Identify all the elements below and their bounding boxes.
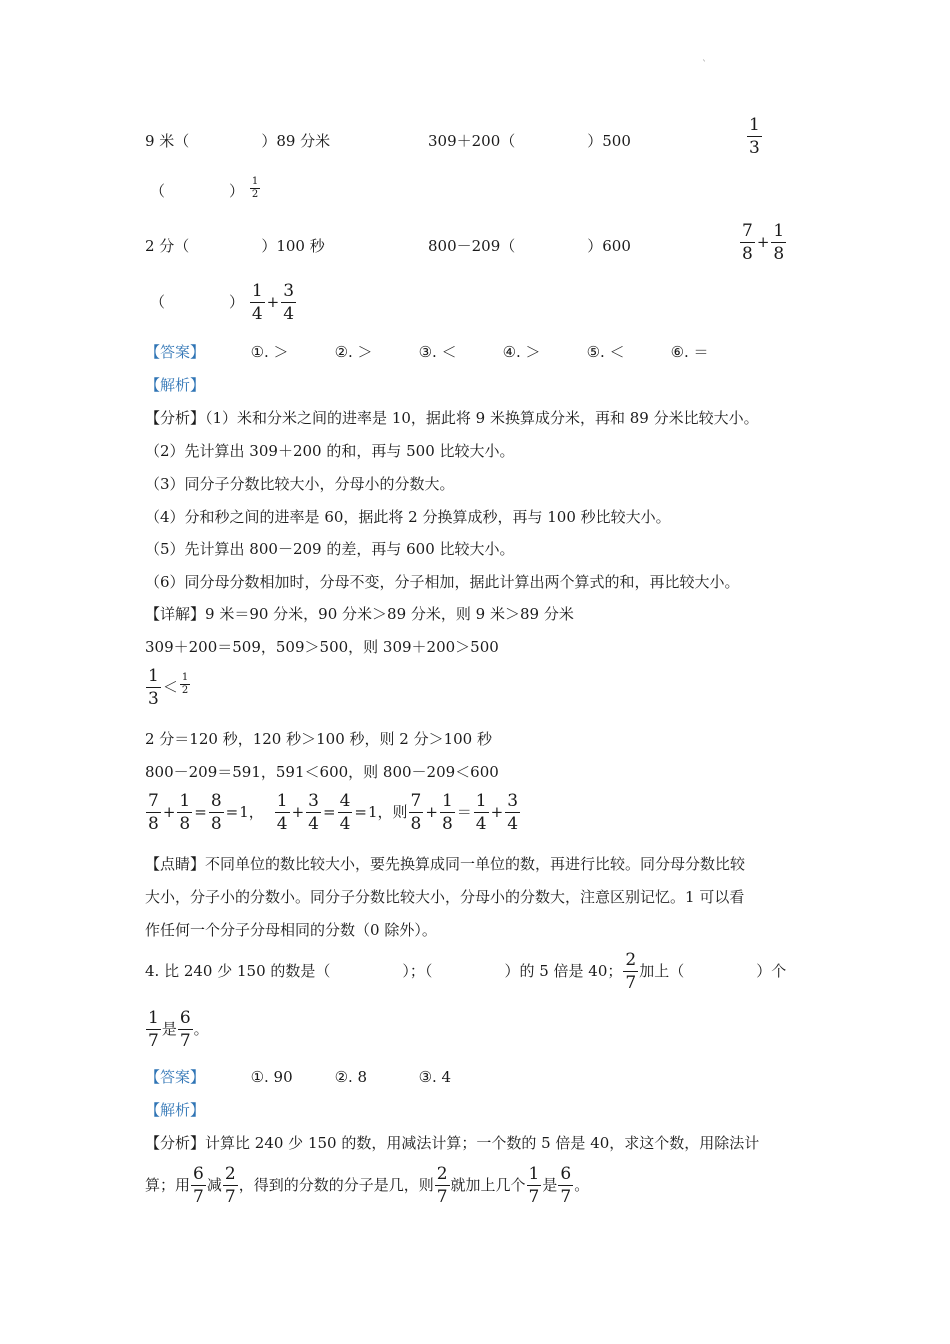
- tip-line: 大小，分子小的分数小。同分子分数比较大小，分母小的分数大，注意区别记忆。1 可以看: [145, 888, 745, 906]
- fraction: [146, 1010, 161, 1050]
- detail-line: 800－209＝591，591＜600，则 800－209＜600: [145, 763, 499, 781]
- numerator: 3: [308, 791, 319, 811]
- detail-line: [145, 793, 521, 833]
- numerator: 7: [742, 221, 753, 241]
- detail-tag: 【详解】: [145, 605, 206, 623]
- question-text: 是: [161, 1020, 177, 1038]
- question-text: 4. 比 240 少 150 的数是（: [145, 962, 331, 980]
- numerator: 2: [224, 1164, 236, 1184]
- answer-tag: 【答案】: [145, 343, 206, 361]
- analysis-text: 。: [574, 1176, 590, 1194]
- paren-close: ）: [229, 293, 245, 311]
- plus-sign: +: [425, 803, 438, 821]
- question-text: ）个: [756, 962, 787, 980]
- denominator: 7: [528, 1187, 540, 1207]
- plus-sign: +: [291, 803, 305, 821]
- fraction: [281, 283, 296, 323]
- analysis-text: 计算比 240 少 150 的数，用减法计算；一个数的 5 倍是 40，求这个数，用除法计: [205, 1134, 760, 1152]
- detail-line: 2 分＝120 秒，120 秒＞100 秒，则 2 分＞100 秒: [145, 730, 492, 748]
- numerator: 1: [528, 1164, 540, 1184]
- paren-open: （: [150, 293, 166, 311]
- answer-tag: 【答案】: [145, 1068, 206, 1086]
- denominator: 4: [251, 304, 263, 324]
- numerator: 6: [179, 1008, 191, 1028]
- tip-text: 不同单位的数比较大小，要先换算成同一单位的数，再进行比较。同分母分数比较: [205, 855, 746, 873]
- numerator: 1: [475, 791, 487, 811]
- fenxi-tag: 【分析】: [145, 1134, 206, 1152]
- analysis-text: 是: [542, 1176, 558, 1194]
- compare-right-text: ）100 秒: [261, 237, 325, 255]
- compare-left-text: 800－209（: [428, 237, 516, 255]
- denominator: 4: [507, 814, 519, 834]
- denominator: 7: [193, 1187, 204, 1207]
- analysis-tag: 【解析】: [145, 376, 206, 394]
- answer-item: ③. ＜: [418, 343, 457, 361]
- plus-sign: +: [266, 293, 280, 311]
- analysis-line: （2）先计算出 309＋200 的和，再与 500 比较大小。: [145, 442, 515, 460]
- denominator: 8: [742, 244, 753, 264]
- analysis-text: 就加上几个: [450, 1176, 526, 1194]
- denominator: 2: [181, 684, 189, 696]
- fraction: [209, 793, 224, 833]
- equals-sign: =: [194, 803, 207, 821]
- fraction: [180, 673, 190, 696]
- fraction: [250, 177, 260, 200]
- analysis-line: （6）同分母分数相加时，分母不变，分子相加，据此计算出两个算式的和，再比较大小。: [145, 573, 740, 591]
- fraction: [623, 952, 638, 992]
- compare-row-4: [150, 283, 297, 323]
- fraction: [558, 1166, 573, 1206]
- answer-line: [145, 341, 709, 362]
- numerator: 1: [441, 791, 453, 811]
- compare-row-1a: [145, 130, 330, 151]
- compare-row-2: [150, 175, 261, 204]
- fraction: [177, 793, 192, 833]
- denominator: 4: [283, 304, 295, 324]
- denominator: 8: [773, 244, 785, 264]
- numerator: 4: [339, 791, 351, 811]
- numerator: 2: [625, 950, 637, 970]
- answer-item: ⑤. ＜: [586, 343, 625, 361]
- question-text: ）；（: [402, 962, 433, 980]
- answer-line: [145, 1066, 451, 1087]
- fraction: [409, 793, 424, 833]
- analysis-line: （3）同分子分数比较大小，分母小的分数大。: [145, 475, 455, 493]
- tip-line: [145, 853, 745, 874]
- equals-sign: ＝: [456, 803, 472, 821]
- fraction: [250, 283, 265, 323]
- denominator: 7: [560, 1187, 572, 1207]
- analysis-line: [145, 1132, 759, 1153]
- question-4-line-2: [145, 1010, 209, 1050]
- paren-close: ）: [229, 182, 245, 200]
- denominator: 8: [148, 814, 159, 834]
- analysis-tag: 【解析】: [145, 1101, 206, 1119]
- fraction: [771, 223, 786, 263]
- denominator: 7: [179, 1031, 191, 1051]
- denominator: 7: [224, 1187, 236, 1207]
- numerator: 8: [210, 791, 222, 811]
- fraction: [505, 793, 520, 833]
- numerator: 7: [410, 791, 422, 811]
- compare-row-1c: [746, 117, 763, 157]
- detail-line: 309＋200＝509，509＞500，则 309＋200＞500: [145, 638, 499, 656]
- fraction: [146, 668, 161, 708]
- plus-sign: +: [756, 233, 770, 251]
- denominator: 4: [308, 814, 319, 834]
- analysis-text: （1）米和分米之间的进率是 10，据此将 9 米换算成分米，再和 89 分米比较大小。: [205, 409, 759, 427]
- answer-item: ①. 90: [250, 1068, 293, 1086]
- detail-line: [145, 603, 574, 624]
- numerator: 6: [193, 1164, 204, 1184]
- numerator: 1: [148, 666, 159, 686]
- fraction: [191, 1166, 206, 1206]
- numerator: 1: [749, 115, 760, 135]
- analysis-text: 减: [206, 1176, 222, 1194]
- compare-left-text: 9 米（: [145, 132, 190, 150]
- tip-tag: 【点睛】: [145, 855, 206, 873]
- denominator: 7: [148, 1031, 159, 1051]
- denominator: 8: [441, 814, 453, 834]
- compare-left-text: 2 分（: [145, 237, 190, 255]
- compare-row-3c: [739, 223, 787, 263]
- page-mark: `: [702, 60, 707, 71]
- fraction: [275, 793, 290, 833]
- detail-text: 9 米＝90 分米，90 分米＞89 分米，则 9 米＞89 分米: [205, 605, 574, 623]
- question-text: 。: [193, 1020, 209, 1038]
- numerator: 2: [436, 1164, 448, 1184]
- detail-text: 1，: [239, 803, 264, 821]
- equals-sign: =: [323, 803, 336, 821]
- analysis-line: （4）分和秒之间的进率是 60，据此将 2 分换算成秒，再与 100 秒比较大小。: [145, 508, 671, 526]
- denominator: 2: [251, 188, 259, 200]
- fraction: [146, 793, 161, 833]
- fraction: [527, 1166, 542, 1206]
- denominator: 7: [625, 973, 637, 993]
- answer-item: ④. ＞: [502, 343, 541, 361]
- numerator: 3: [283, 281, 295, 301]
- answer-item: ③. 4: [418, 1068, 452, 1086]
- numerator: 1: [251, 175, 259, 187]
- question-text: ）的 5 倍是 40；: [504, 962, 623, 980]
- compare-right-text: ）89 分米: [261, 132, 331, 150]
- paren-open: （: [150, 182, 166, 200]
- denominator: 4: [339, 814, 351, 834]
- compare-row-3a: [145, 235, 325, 256]
- fraction: [223, 1166, 238, 1206]
- fraction: [306, 793, 321, 833]
- analysis-text: ，得到的分数的分子是几，则: [238, 1176, 434, 1194]
- compare-row-3b: [428, 235, 631, 256]
- analysis-text: 算；用: [145, 1176, 191, 1194]
- equals-sign: =: [225, 803, 239, 821]
- answer-item: ②. ＞: [334, 343, 373, 361]
- numerator: 1: [276, 791, 288, 811]
- numerator: 3: [507, 791, 519, 811]
- tip-line: 作任何一个分子分母相同的分数（0 除外）。: [145, 921, 437, 939]
- equals-sign: =: [354, 803, 367, 821]
- fenxi-tag: 【分析】: [145, 409, 206, 427]
- plus-sign: +: [162, 803, 176, 821]
- denominator: 4: [276, 814, 288, 834]
- numerator: 1: [773, 221, 785, 241]
- numerator: 1: [181, 671, 189, 683]
- compare-left-text: 309＋200（: [428, 132, 516, 150]
- fraction: [740, 223, 755, 263]
- denominator: 8: [179, 814, 191, 834]
- fraction: [435, 1166, 450, 1206]
- detail-text: 1，则: [367, 803, 408, 821]
- detail-line: [145, 668, 191, 708]
- denominator: 4: [475, 814, 487, 834]
- fraction: [440, 793, 455, 833]
- analysis-line: [145, 407, 759, 428]
- denominator: 8: [210, 814, 222, 834]
- analysis-line: [145, 1166, 589, 1206]
- question-text: 加上（: [639, 962, 685, 980]
- fraction: [747, 117, 762, 157]
- numerator: 7: [148, 791, 159, 811]
- plus-sign: +: [490, 803, 504, 821]
- compare-row-1b: [428, 130, 631, 151]
- numerator: 1: [179, 791, 191, 811]
- analysis-line: （5）先计算出 800－209 的差，再与 600 比较大小。: [145, 540, 515, 558]
- compare-right-text: ）500: [587, 132, 631, 150]
- answer-item: ②. 8: [334, 1068, 368, 1086]
- numerator: 1: [148, 1008, 159, 1028]
- answer-item: ①. ＞: [250, 343, 289, 361]
- answer-item: ⑥. ＝: [670, 343, 709, 361]
- compare-right-text: ）600: [587, 237, 631, 255]
- denominator: 7: [436, 1187, 448, 1207]
- denominator: 3: [749, 138, 760, 158]
- fraction: [178, 1010, 193, 1050]
- numerator: 6: [560, 1164, 572, 1184]
- less-than-sign: ＜: [162, 678, 178, 696]
- fraction: [338, 793, 353, 833]
- numerator: 1: [251, 281, 263, 301]
- denominator: 3: [148, 689, 159, 709]
- fraction: [474, 793, 489, 833]
- question-4-line-1: [145, 952, 786, 992]
- denominator: 8: [410, 814, 422, 834]
